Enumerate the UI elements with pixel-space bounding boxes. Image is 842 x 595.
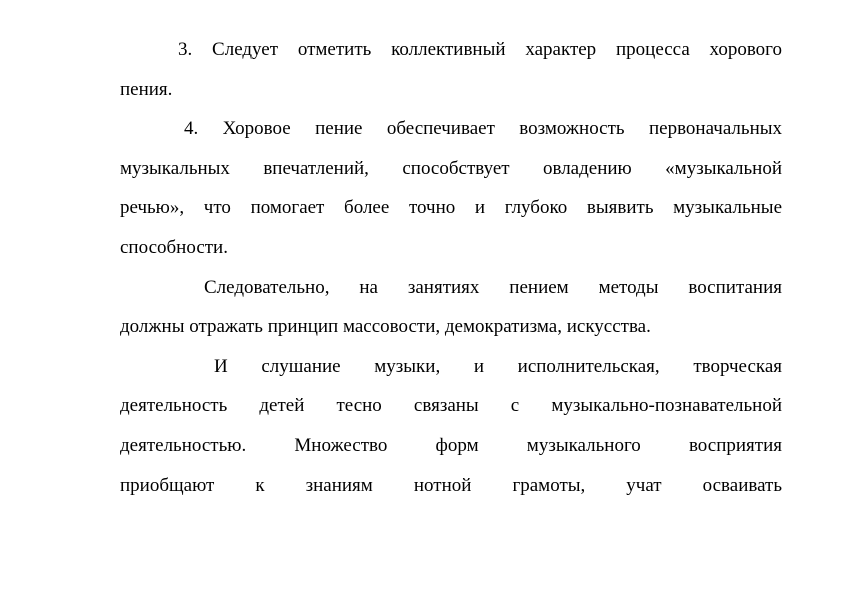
paragraph-4-line-3: речью», что помогает более точно и глубоко выявить музыкальные xyxy=(120,197,782,219)
paragraph-4-line-4: способности. xyxy=(120,236,228,258)
paragraph-4-line-1: 4. Хоровое пение обеспечивает возможность первоначальных xyxy=(184,118,782,140)
paragraph-6-line-3: деятельностью. Множество форм музыкального восприятия xyxy=(120,434,782,456)
paragraph-6-line-2: деятельность детей тесно связаны с музыкально-познавательной xyxy=(120,395,782,417)
paragraph-3-line-2: пения. xyxy=(120,78,173,100)
paragraph-6-line-1: И слушание музыки, и исполнительская, творческая xyxy=(214,355,782,377)
paragraph-5-line-2: должны отражать принцип массовости, демократизма, искусства. xyxy=(120,316,651,338)
paragraph-3-line-1: 3. Следует отметить коллективный характер процесса хорового xyxy=(178,39,782,60)
paragraph-4-line-2: музыкальных впечатлений, способствует овладению «музыкальной xyxy=(120,157,782,179)
paragraph-5-line-1: Следовательно, на занятиях пением методы воспитания xyxy=(204,276,782,298)
paragraph-6-line-4: приобщают к знаниям нотной грамоты, учат осваивать xyxy=(120,474,782,496)
document-body xyxy=(120,30,782,505)
